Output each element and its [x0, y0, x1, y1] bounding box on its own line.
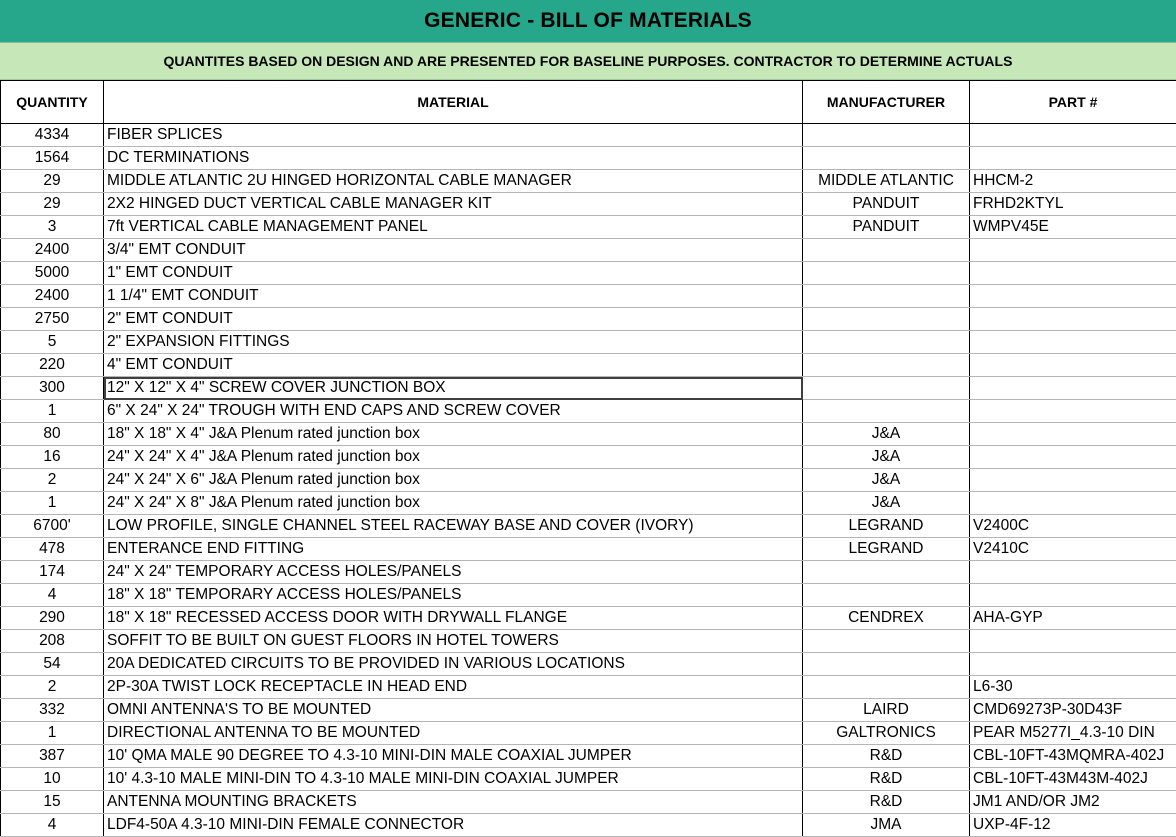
table-row	[1, 515, 1176, 538]
material-cell[interactable]: 7ft VERTICAL CABLE MANAGEMENT PANEL	[104, 216, 803, 239]
quantity-cell[interactable]: 332	[1, 699, 104, 722]
manufacturer-cell[interactable]	[803, 262, 970, 285]
quantity-cell[interactable]: 4334	[1, 124, 104, 147]
part-cell[interactable]	[970, 285, 1176, 308]
quantity-cell[interactable]: 29	[1, 193, 104, 216]
quantity-cell[interactable]: 10	[1, 768, 104, 791]
table-row	[1, 331, 1176, 354]
part-cell[interactable]	[970, 262, 1176, 285]
table-row	[1, 607, 1176, 630]
quantity-cell[interactable]: 2	[1, 469, 104, 492]
manufacturer-cell[interactable]	[803, 239, 970, 262]
manufacturer-cell[interactable]: MIDDLE ATLANTIC	[803, 170, 970, 193]
quantity-cell[interactable]: 4	[1, 584, 104, 607]
part-cell[interactable]	[970, 469, 1176, 492]
header-manufacturer[interactable]: MANUFACTURER	[803, 81, 970, 124]
quantity-cell[interactable]: 6700'	[1, 515, 104, 538]
material-cell[interactable]: 20A DEDICATED CIRCUITS TO BE PROVIDED IN VARIOUS LOCATIONS	[104, 653, 803, 676]
bom-table	[0, 80, 1176, 837]
quantity-cell[interactable]: 478	[1, 538, 104, 561]
manufacturer-cell[interactable]	[803, 377, 970, 400]
manufacturer-cell[interactable]: J&A	[803, 492, 970, 515]
quantity-cell[interactable]: 5000	[1, 262, 104, 285]
part-cell[interactable]: CBL-10FT-43MQMRA-402J	[970, 745, 1176, 768]
table-row	[1, 377, 1176, 400]
manufacturer-cell[interactable]	[803, 354, 970, 377]
material-cell[interactable]: 18" X 18" TEMPORARY ACCESS HOLES/PANELS	[104, 584, 803, 607]
quantity-cell[interactable]: 208	[1, 630, 104, 653]
quantity-cell[interactable]: 2	[1, 676, 104, 699]
table-row	[1, 170, 1176, 193]
material-cell[interactable]: LOW PROFILE, SINGLE CHANNEL STEEL RACEWAY BASE AND COVER (IVORY)	[104, 515, 803, 538]
manufacturer-cell[interactable]	[803, 676, 970, 699]
part-cell[interactable]	[970, 147, 1176, 170]
table-row	[1, 745, 1176, 768]
manufacturer-cell[interactable]: GALTRONICS	[803, 722, 970, 745]
part-cell[interactable]: PEAR M5277I_4.3-10 DIN	[970, 722, 1176, 745]
table-row	[1, 584, 1176, 607]
material-cell[interactable]: 2" EMT CONDUIT	[104, 308, 803, 331]
quantity-cell[interactable]: 220	[1, 354, 104, 377]
manufacturer-cell[interactable]	[803, 561, 970, 584]
material-cell[interactable]: 10' QMA MALE 90 DEGREE TO 4.3-10 MINI-DIN MALE COAXIAL JUMPER	[104, 745, 803, 768]
quantity-cell[interactable]: 3	[1, 216, 104, 239]
manufacturer-cell[interactable]	[803, 285, 970, 308]
material-cell[interactable]: DIRECTIONAL ANTENNA TO BE MOUNTED	[104, 722, 803, 745]
manufacturer-cell[interactable]: PANDUIT	[803, 193, 970, 216]
quantity-cell[interactable]: 54	[1, 653, 104, 676]
table-row	[1, 262, 1176, 285]
quantity-cell[interactable]: 174	[1, 561, 104, 584]
quantity-cell[interactable]: 2400	[1, 285, 104, 308]
manufacturer-cell[interactable]	[803, 400, 970, 423]
manufacturer-cell[interactable]: J&A	[803, 469, 970, 492]
material-cell[interactable]: 2X2 HINGED DUCT VERTICAL CABLE MANAGER KIT	[104, 193, 803, 216]
manufacturer-cell[interactable]	[803, 331, 970, 354]
quantity-cell[interactable]: 1	[1, 492, 104, 515]
part-cell[interactable]: WMPV45E	[970, 216, 1176, 239]
table-row	[1, 124, 1176, 147]
quantity-cell[interactable]: 29	[1, 170, 104, 193]
manufacturer-cell[interactable]: R&D	[803, 791, 970, 814]
manufacturer-cell[interactable]: J&A	[803, 446, 970, 469]
part-cell[interactable]: FRHD2KTYL	[970, 193, 1176, 216]
material-cell[interactable]: 4" EMT CONDUIT	[104, 354, 803, 377]
table-row	[1, 354, 1176, 377]
material-cell[interactable]: 2P-30A TWIST LOCK RECEPTACLE IN HEAD END	[104, 676, 803, 699]
manufacturer-cell[interactable]: PANDUIT	[803, 216, 970, 239]
quantity-cell[interactable]: 5	[1, 331, 104, 354]
table-row	[1, 768, 1176, 791]
part-cell[interactable]: HHCM-2	[970, 170, 1176, 193]
part-cell[interactable]: CMD69273P-30D43F	[970, 699, 1176, 722]
material-cell[interactable]: FIBER SPLICES	[104, 124, 803, 147]
manufacturer-cell[interactable]	[803, 653, 970, 676]
part-cell[interactable]	[970, 446, 1176, 469]
header-material[interactable]: MATERIAL	[104, 81, 803, 124]
table-row	[1, 423, 1176, 446]
material-cell[interactable]: 1" EMT CONDUIT	[104, 262, 803, 285]
quantity-cell[interactable]: 2750	[1, 308, 104, 331]
manufacturer-cell[interactable]	[803, 147, 970, 170]
quantity-cell[interactable]: 290	[1, 607, 104, 630]
part-cell[interactable]: L6-30	[970, 676, 1176, 699]
part-cell[interactable]: V2410C	[970, 538, 1176, 561]
material-cell[interactable]: ENTERANCE END FITTING	[104, 538, 803, 561]
header-row	[1, 81, 1176, 124]
table-row	[1, 216, 1176, 239]
material-cell[interactable]: 10' 4.3-10 MALE MINI-DIN TO 4.3-10 MALE MINI-DIN COAXIAL JUMPER	[104, 768, 803, 791]
sheet-subtitle-bar	[0, 43, 1176, 80]
part-cell[interactable]	[970, 308, 1176, 331]
table-row	[1, 791, 1176, 814]
manufacturer-cell[interactable]: LEGRAND	[803, 538, 970, 561]
manufacturer-cell[interactable]: CENDREX	[803, 607, 970, 630]
sheet-title: GENERIC - BILL OF MATERIALS	[424, 9, 752, 33]
material-cell[interactable]: 18" X 18" X 4" J&A Plenum rated junction box	[104, 423, 803, 446]
material-cell[interactable]: OMNI ANTENNA'S TO BE MOUNTED	[104, 699, 803, 722]
material-cell[interactable]: DC TERMINATIONS	[104, 147, 803, 170]
material-cell[interactable]: 24" X 24" X 4" J&A Plenum rated junction box	[104, 446, 803, 469]
part-cell[interactable]	[970, 584, 1176, 607]
table-row	[1, 630, 1176, 653]
table-row	[1, 814, 1176, 837]
part-cell[interactable]	[970, 630, 1176, 653]
manufacturer-cell[interactable]: JMA	[803, 814, 970, 837]
quantity-cell[interactable]: 15	[1, 791, 104, 814]
material-cell[interactable]: ANTENNA MOUNTING BRACKETS	[104, 791, 803, 814]
part-cell[interactable]: AHA-GYP	[970, 607, 1176, 630]
part-cell[interactable]	[970, 377, 1176, 400]
part-cell[interactable]: UXP-4F-12	[970, 814, 1176, 837]
part-cell[interactable]	[970, 423, 1176, 446]
manufacturer-cell[interactable]: J&A	[803, 423, 970, 446]
part-cell[interactable]: JM1 AND/OR JM2	[970, 791, 1176, 814]
quantity-cell[interactable]: 300	[1, 377, 104, 400]
table-row	[1, 676, 1176, 699]
part-cell[interactable]	[970, 400, 1176, 423]
table-row	[1, 653, 1176, 676]
table-row	[1, 308, 1176, 331]
sheet-subtitle: QUANTITES BASED ON DESIGN AND ARE PRESENTED FOR BASELINE PURPOSES. CONTRACTOR TO DETERMINE ACTUALS	[164, 53, 1013, 69]
material-cell[interactable]: 24" X 24" X 8" J&A Plenum rated junction box	[104, 492, 803, 515]
quantity-cell[interactable]: 1	[1, 722, 104, 745]
quantity-cell[interactable]: 2400	[1, 239, 104, 262]
header-part[interactable]: PART #	[970, 81, 1176, 124]
material-cell[interactable]: SOFFIT TO BE BUILT ON GUEST FLOORS IN HOTEL TOWERS	[104, 630, 803, 653]
sheet-title-bar	[0, 0, 1176, 43]
part-cell[interactable]	[970, 239, 1176, 262]
part-cell[interactable]	[970, 653, 1176, 676]
material-cell[interactable]: 24" X 24" X 6" J&A Plenum rated junction box	[104, 469, 803, 492]
table-row	[1, 538, 1176, 561]
table-row	[1, 239, 1176, 262]
part-cell[interactable]	[970, 124, 1176, 147]
table-row	[1, 400, 1176, 423]
table-row	[1, 722, 1176, 745]
part-cell[interactable]	[970, 561, 1176, 584]
manufacturer-cell[interactable]	[803, 308, 970, 331]
material-cell[interactable]: 18" X 18" RECESSED ACCESS DOOR WITH DRYWALL FLANGE	[104, 607, 803, 630]
bom-body	[1, 124, 1176, 837]
table-row	[1, 446, 1176, 469]
manufacturer-cell[interactable]: R&D	[803, 745, 970, 768]
manufacturer-cell[interactable]: LEGRAND	[803, 515, 970, 538]
material-cell[interactable]: LDF4-50A 4.3-10 MINI-DIN FEMALE CONNECTOR	[104, 814, 803, 837]
quantity-cell[interactable]: 1564	[1, 147, 104, 170]
table-row	[1, 193, 1176, 216]
table-row	[1, 561, 1176, 584]
part-cell[interactable]	[970, 492, 1176, 515]
manufacturer-cell[interactable]: R&D	[803, 768, 970, 791]
quantity-cell[interactable]: 1	[1, 400, 104, 423]
manufacturer-cell[interactable]	[803, 584, 970, 607]
part-cell[interactable]: CBL-10FT-43M43M-402J	[970, 768, 1176, 791]
quantity-cell[interactable]: 80	[1, 423, 104, 446]
table-row	[1, 285, 1176, 308]
quantity-cell[interactable]: 4	[1, 814, 104, 837]
material-cell[interactable]: 24" X 24" TEMPORARY ACCESS HOLES/PANELS	[104, 561, 803, 584]
quantity-cell[interactable]: 387	[1, 745, 104, 768]
header-quantity[interactable]: QUANTITY	[1, 81, 104, 124]
material-cell[interactable]: 2" EXPANSION FITTINGS	[104, 331, 803, 354]
material-cell[interactable]: 12" X 12" X 4" SCREW COVER JUNCTION BOX	[104, 377, 803, 400]
material-cell[interactable]: 1 1/4" EMT CONDUIT	[104, 285, 803, 308]
manufacturer-cell[interactable]: LAIRD	[803, 699, 970, 722]
part-cell[interactable]	[970, 331, 1176, 354]
table-row	[1, 469, 1176, 492]
table-row	[1, 699, 1176, 722]
table-row	[1, 492, 1176, 515]
part-cell[interactable]: V2400C	[970, 515, 1176, 538]
material-cell[interactable]: 3/4" EMT CONDUIT	[104, 239, 803, 262]
manufacturer-cell[interactable]	[803, 630, 970, 653]
quantity-cell[interactable]: 16	[1, 446, 104, 469]
manufacturer-cell[interactable]	[803, 124, 970, 147]
material-cell[interactable]: MIDDLE ATLANTIC 2U HINGED HORIZONTAL CABLE MANAGER	[104, 170, 803, 193]
material-cell[interactable]: 6" X 24" X 24" TROUGH WITH END CAPS AND SCREW COVER	[104, 400, 803, 423]
part-cell[interactable]	[970, 354, 1176, 377]
table-row	[1, 147, 1176, 170]
